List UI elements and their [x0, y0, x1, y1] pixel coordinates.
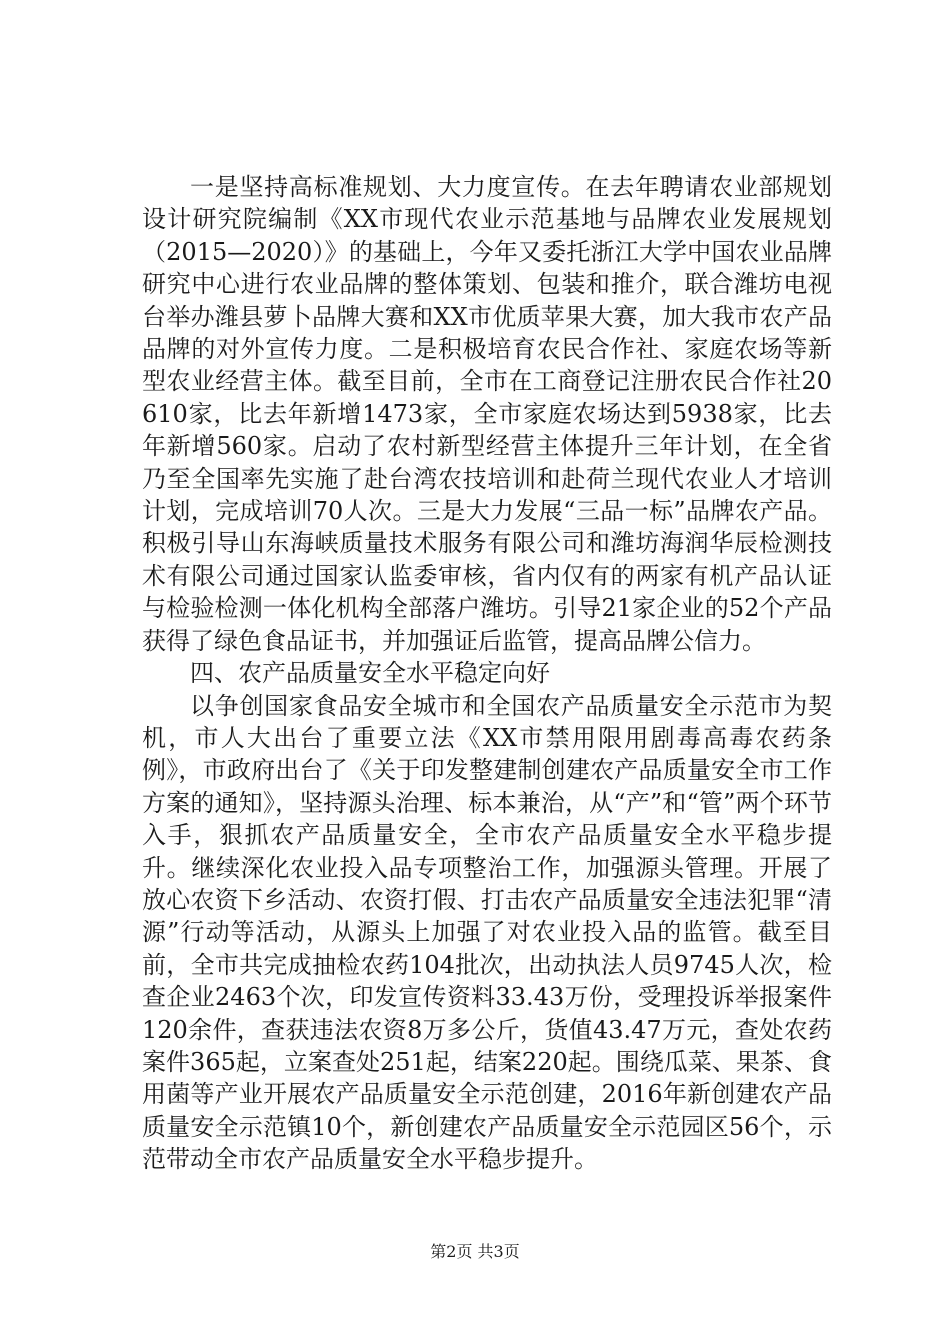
paragraph-quality-safety: 以争创国家食品安全城市和全国农产品质量安全示范市为契机，市人大出台了重要立法《XX市禁用限用剧毒高毒农药条例》，市政府出台了《关于印发整建制创建农产品质量安全市工作方案的通知》，坚持源头治理、标本兼治，从“产”和“管”两个环节入手，狠抓农产品质量安全，全市农产品质量安全水平稳步提升。继续深化农业投入品专项整治工作，加强源头管理。开展了放心农资下乡活动、农资打假、打击农产品质量安全违法犯罪“清源”行动等活动，从源头上加强了对农业投入品的监管。截至目前，全市共完成抽检农药104批次，出动执法人员9745人次，检查企业2463个次，印发宣传资料33.43万份，受理投诉举报案件120余件，查获违法农资8万多公斤，货值43.47万元，查处农药案件365起，立案查处251起，结案220起。围绕瓜菜、果茶、食用菌等产业开展农产品质量安全示范创建，2016年新创建农产品质量安全示范镇10个，新创建农产品质量安全示范园区56个，示范带动全市农产品质量安全水平稳步提升。 [142, 691, 832, 1174]
paragraph-brand-development: 一是坚持高标准规划、大力度宣传。在去年聘请农业部规划设计研究院编制《XX市现代农业示范基地与品牌农业发展规划（2015—2020）》的基础上，今年又委托浙江大学中国农业品牌研究中心进行农业品牌的整体策划、包装和推介，联合潍坊电视台举办潍县萝卜品牌大赛和XX市优质苹果大赛，加大我市农产品品牌的对外宣传力度。二是积极培育农民合作社、家庭农场等新型农业经营主体。截至目前，全市在工商登记注册农民合作社20610家，比去年新增1473家，全市家庭农场达到5938家，比去年新增560家。启动了农村新型经营主体提升三年计划，在全省乃至全国率先实施了赴台湾农技培训和赴荷兰现代农业人才培训计划，完成培训70人次。三是大力发展“三品一标”品牌农产品。积极引导山东海峡质量技术服务有限公司和潍坊海润华辰检测技术有限公司通过国家认监委审核，省内仅有的两家有机产品认证与检验检测一体化机构全部落户潍坊。引导21家企业的52个产品获得了绿色食品证书，并加强证后监管，提高品牌公信力。 [142, 173, 832, 655]
section-heading-quality-safety: 四、农产品质量安全水平稳定向好 [190, 659, 550, 688]
document-body [142, 171, 832, 1176]
page-number-footer: 第2页 共3页 [430, 1242, 520, 1261]
